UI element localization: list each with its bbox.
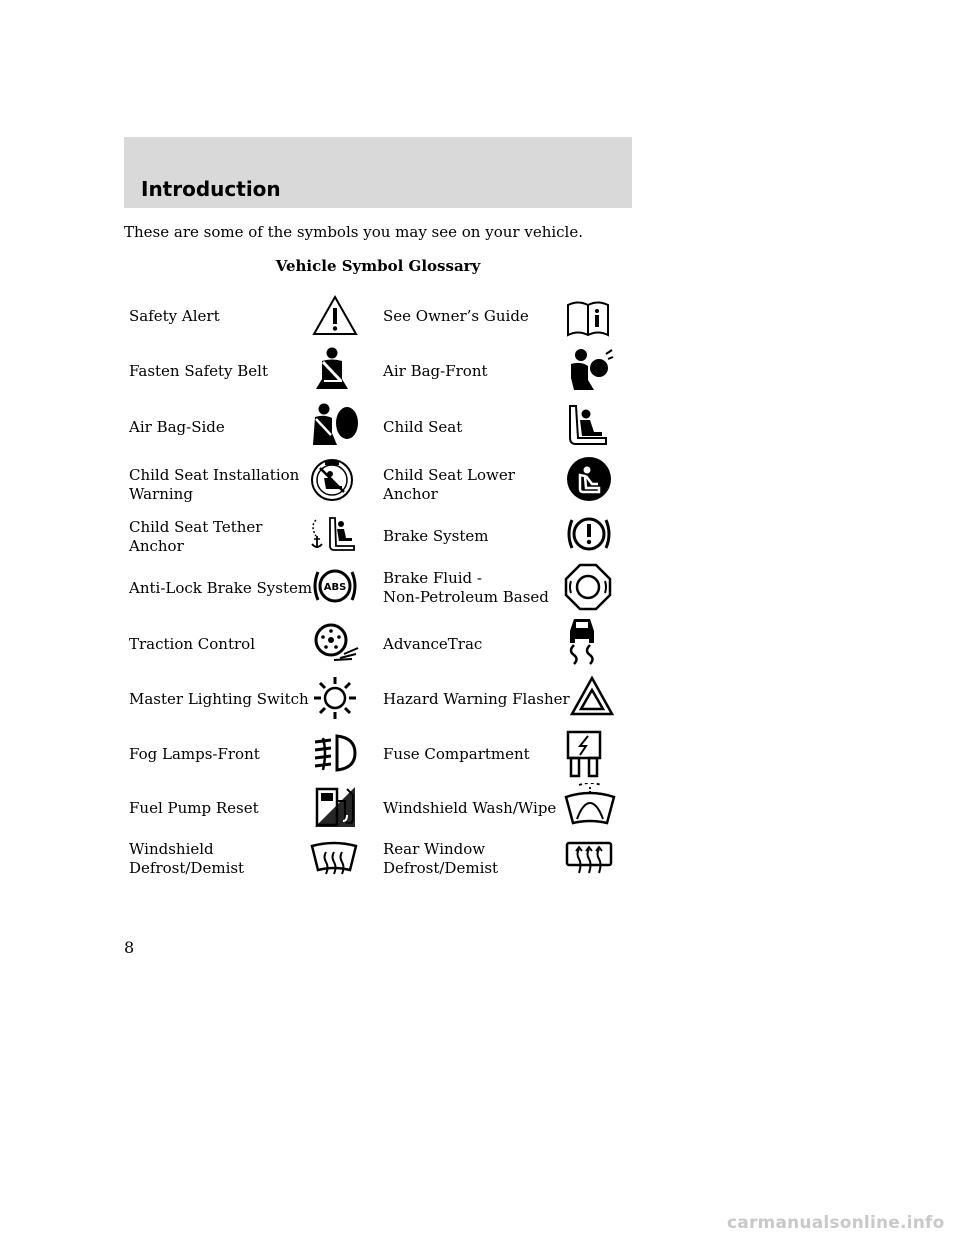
abs-icon xyxy=(310,564,360,608)
advancetrac-icon xyxy=(566,617,598,665)
rear-defrost-icon xyxy=(565,839,613,877)
airbag-front-icon xyxy=(566,346,614,392)
symbol-label-fuel-pump: Fuel Pump Reset xyxy=(129,799,259,817)
symbol-label-airbag-front: Air Bag-Front xyxy=(383,362,488,380)
section-header xyxy=(124,137,632,208)
fog-lamp-icon xyxy=(311,732,357,774)
symbol-label-hazard: Hazard Warning Flasher xyxy=(383,690,570,708)
child-seat-lower-anchor-icon xyxy=(566,456,612,502)
symbol-label-ws-defrost-2: Defrost/Demist xyxy=(129,859,245,877)
abs-icon-text: ABS xyxy=(323,582,347,593)
airbag-side-icon xyxy=(310,401,360,447)
fuse-icon xyxy=(566,730,602,778)
symbol-label-child-seat: Child Seat xyxy=(383,418,463,436)
symbol-label-brake-fluid-2: Non-Petroleum Based xyxy=(383,588,549,606)
symbol-label-airbag-side: Air Bag-Side xyxy=(129,418,225,436)
symbol-label-child-seat-install-2: Warning xyxy=(129,485,193,503)
symbol-label-child-seat-lower-1: Child Seat Lower xyxy=(383,466,515,484)
symbol-label-safety-alert: Safety Alert xyxy=(129,307,220,325)
hazard-icon xyxy=(570,676,614,718)
symbol-label-traction: Traction Control xyxy=(129,635,255,653)
watermark: carmanualsonline.info xyxy=(727,1213,945,1233)
symbol-label-wash-wipe: Windshield Wash/Wipe xyxy=(383,799,557,817)
symbol-label-brake-fluid-1: Brake Fluid - xyxy=(383,569,482,587)
safety-alert-icon xyxy=(311,294,359,338)
symbol-label-child-seat-install-1: Child Seat Installation xyxy=(129,466,300,484)
symbol-label-rear-defrost-1: Rear Window xyxy=(383,840,486,858)
owners-guide-icon xyxy=(565,297,611,339)
wash-wipe-icon xyxy=(563,783,617,829)
section-title: Introduction xyxy=(141,177,281,201)
symbol-label-abs: Anti-Lock Brake System xyxy=(129,579,313,597)
symbol-label-rear-defrost-2: Defrost/Demist xyxy=(383,859,499,877)
child-seat-warning-icon xyxy=(310,458,354,502)
symbol-label-fog: Fog Lamps-Front xyxy=(129,745,260,763)
glossary-title: Vehicle Symbol Glossary xyxy=(275,257,481,275)
lighting-switch-icon xyxy=(312,675,358,721)
brake-fluid-icon xyxy=(564,563,612,611)
fuel-pump-reset-icon xyxy=(313,785,357,829)
symbol-label-fasten-belt: Fasten Safety Belt xyxy=(129,362,269,380)
symbol-label-lighting: Master Lighting Switch xyxy=(129,690,309,708)
child-seat-icon xyxy=(566,402,610,448)
symbol-label-child-seat-tether-2: Anchor xyxy=(129,537,184,555)
child-seat-tether-icon xyxy=(308,514,358,554)
symbol-label-brake-system: Brake System xyxy=(383,527,489,545)
seat-belt-icon xyxy=(312,345,352,393)
traction-control-icon xyxy=(310,620,360,664)
symbol-label-advancetrac: AdvanceTrac xyxy=(383,635,483,653)
windshield-defrost-icon xyxy=(309,840,359,876)
brake-system-icon xyxy=(564,512,614,556)
symbol-label-fuse: Fuse Compartment xyxy=(383,745,530,763)
symbol-label-owners-guide: See Owner’s Guide xyxy=(383,307,529,325)
symbol-label-ws-defrost-1: Windshield xyxy=(129,840,214,858)
intro-text: These are some of the symbols you may see on your vehicle. xyxy=(124,223,583,241)
symbol-label-child-seat-lower-2: Anchor xyxy=(383,485,438,503)
symbol-label-child-seat-tether-1: Child Seat Tether xyxy=(129,518,263,536)
page-number: 8 xyxy=(124,938,135,957)
